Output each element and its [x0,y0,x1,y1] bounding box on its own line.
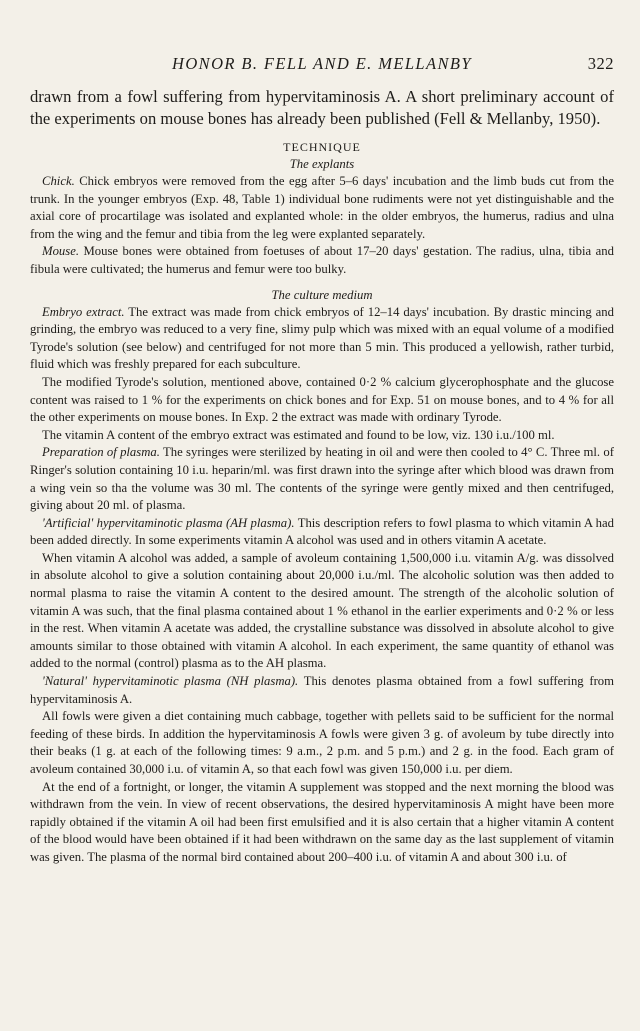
paragraph-blood-withdrawal: At the end of a fortnight, or longer, the vitamin A supplement was stopped and the next morning the blood was withdrawn from the vein. In view of recent observations, the desired hypervitaminosis A might have been more rapidly obtained if the vitamin A oil had been first emulsified and it is also certain that a higher vitamin A content of the blood would have been obtained if it had been withdrawn on the same day as the last supplement of vitamin was given. The plasma of the normal bird contained about 200–400 i.u. of vitamin A and about 300 i.u. of [30,779,614,864]
paragraph-vitamin-alcohol: When vitamin A alcohol was added, a sample of avoleum containing 1,500,000 i.u. vitamin A/g. was dissolved in absolute alcohol to give a solution containing about 20,000 i.u./ml. The alcoholic solution was then added to normal plasma to raise the vitamin A content to the desired amount. The strength of the alcoholic solution of vitamin A was such, that the final plasma contained about 1 % ethanol in the earlier experiments and 0·2 % or less in the rest. When vitamin A acetate was added, the crystalline substance was dissolved in absolute alcohol to give amounts similar to those obtained with vitamin A alcohol. In each experiment, the same quantity of ethanol was added to the normal (control) plasma as to the AH plasma. [30,550,614,671]
run-in-heading: Preparation of plasma. [42,445,160,460]
paragraph-plasma-prep: Preparation of plasma. The syringes were sterilized by heating in oil and were then cooled to 4° C. Three ml. of Ringer's solution containing 10 i.u. heparin/ml. was first drawn into the syringe after which blood was drawn from a wing vein so tha the volume was 30 ml. The contents of the syringe were gently mixed and then centrifuged, giving about 20 ml. of plasma. [30,445,614,513]
subheading-explants: The explants [289,157,355,171]
paragraph-embryo-extract: Embryo extract. The extract was made from chick embryos of 12–14 days' incubation. By drastic mincing and grinding, the embryo was reduced to a very fine, slimy pulp which was mixed with an equal volume of a modified Tyrode's solution (see below) and centrifuged for not more than 5 min. This produced a yellowish, rather turbid, fluid which was freshly prepared for each subculture. [30,304,614,372]
run-in-heading: 'Artificial' hypervitaminotic plasma (AH plasma). [42,515,295,530]
paragraph-natural-plasma: 'Natural' hypervitaminotic plasma (NH plasma). This denotes plasma obtained from a fowl suffering from hypervitaminosis A. [30,674,615,706]
section-heading-technique: TECHNIQUE [283,140,361,154]
paragraph-vitamin-content: The vitamin A content of the embryo extract was estimated and found to be low, viz. 130 i.u./100 ml. [42,427,555,442]
subheading-culture-medium: The culture medium [271,287,373,302]
run-in-heading: Embryo extract. [42,304,125,319]
page-number: 322 [587,54,614,73]
intro-paragraph: drawn from a fowl suffering from hypervitaminosis A. A short preliminary account of the experiments on mouse bones has already been published (Fell & Mellanby, 1950). [30,87,614,128]
running-head [30,54,614,76]
paragraph-tyrode: The modified Tyrode's solution, mentioned above, contained 0·2 % calcium glycerophosphate and the glucose content was raised to 1 % for the experiments on chick bones and for Exp. 51 on mouse bones, and to 4 % for all the other experiments on mouse bones. In Exp. 2 the extract was made with ordinary Tyrode. [30,374,614,425]
body-text [30,139,614,867]
run-in-heading: Mouse. [42,244,79,259]
intro-block [30,86,614,130]
paragraph-mouse: Mouse. Mouse bones were obtained from foetuses of about 17–20 days' gestation. The radius, ulna, tibia and fibula were cultivated; the humerus and femur were too bulky. [30,244,614,276]
run-in-heading: Chick. [42,174,75,188]
paragraph-fowl-diet: All fowls were given a diet containing much cabbage, together with pellets said to be sufficient for the normal feeding of these birds. In addition the hypervitaminosis A fowls were given 3 g. of avoleum by tube directly into their beaks (1 g. at each of the following times: 9 a.m., 2 p.m. and 5 p.m.) and 2 g. in the food. Each gram of avoleum contained 30,000 i.u. of vitamin A, so that each fowl was given 150,000 i.u. per diem. [30,709,614,776]
paragraph-chick: Chick. Chick embryos were removed from the egg after 5–6 days' incubation and the limb buds cut from the trunk. In the younger embryos (Exp. 48, Table 1) individual bone rudiments were not yet distinguishable and the axial core of procartilage was isolated and explanted whole: in the older embryos, the humerus, radius and ulna from the wing and the femur and tibia from the leg were explanted separately. [30,174,614,241]
paragraph-artificial-plasma: 'Artificial' hypervitaminotic plasma (AH plasma). This description refers to fowl plasma to which vitamin A had been added directly. In some experiments vitamin A alcohol was used and in others vitamin A acetate. [30,515,614,548]
run-in-heading: 'Natural' hypervitaminotic plasma (NH plasma). [42,674,299,689]
running-head-title: HONOR B. FELL AND E. MELLANBY [172,54,472,73]
